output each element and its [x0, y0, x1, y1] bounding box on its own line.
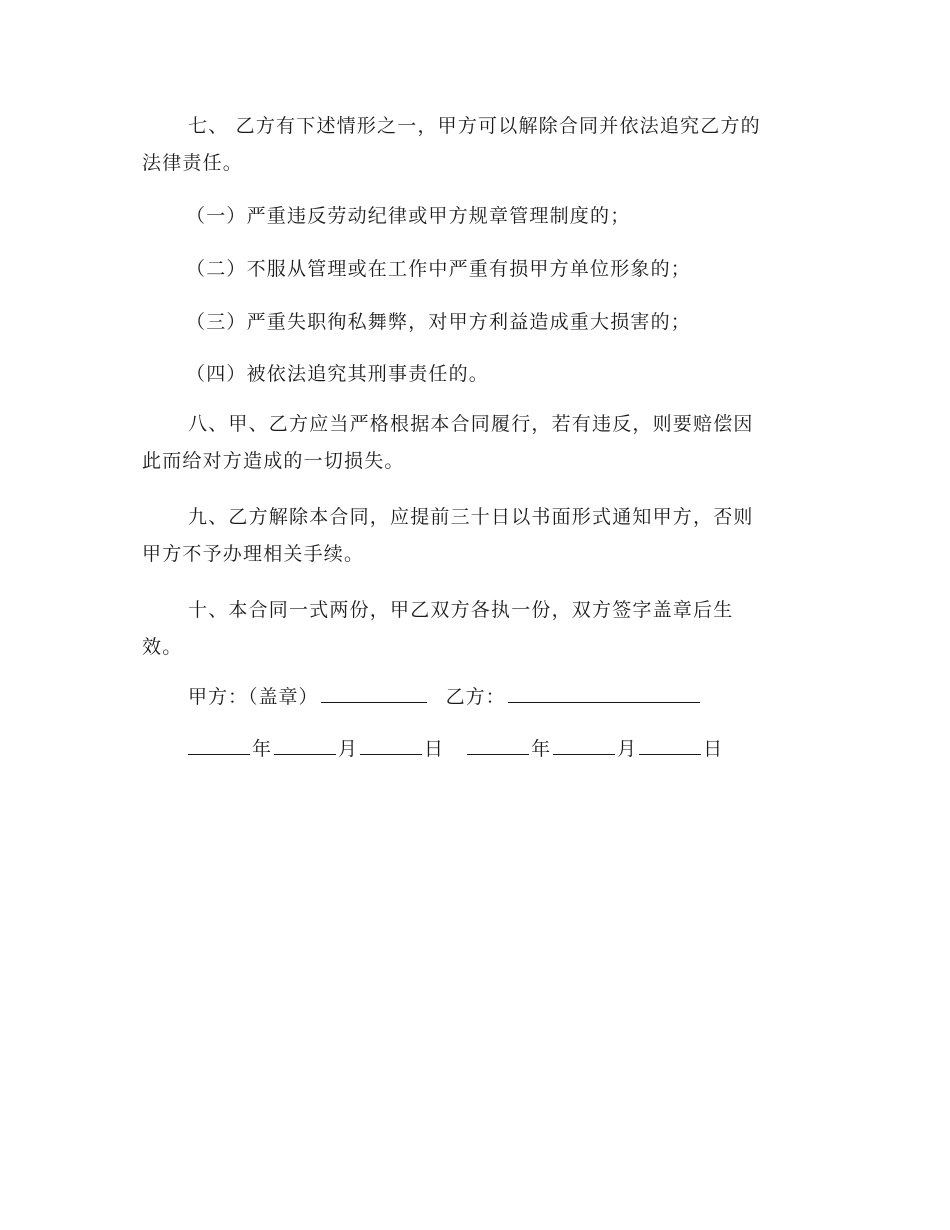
clause-8-line-1: 八、甲、乙方应当严格根据本合同履行，若有违反，则要赔偿因	[188, 413, 754, 435]
party-b-label: 乙方：	[445, 686, 506, 708]
clause-7-item-3: （三）严重失职徇私舞弊，对甲方利益造成重大损害的；	[186, 311, 692, 333]
clause-7-line-1: 七、 乙方有下述情形之一，甲方可以解除合同并依法追究乙方的	[188, 115, 761, 137]
clause-9	[142, 499, 822, 573]
clause-7	[142, 108, 822, 182]
party-b-month-blank	[553, 734, 615, 755]
clause-10-line-1: 十、本合同一式两份，甲乙双方各执一份，双方签字盖章后生	[188, 599, 734, 621]
clause-7-item-1: （一）严重违反劳动纪律或甲方规章管理制度的；	[186, 205, 631, 227]
clause-7-item-2: （二）不服从管理或在工作中严重有损甲方单位形象的；	[186, 258, 692, 280]
party-a-label: 甲方：（盖章）	[188, 686, 319, 708]
party-b-year-label: 年	[531, 738, 552, 760]
party-b-day-label: 日	[703, 738, 724, 760]
date-row	[186, 734, 723, 764]
clause-7-line-2: 法律责任。	[142, 152, 244, 174]
party-a-day-label: 日	[424, 738, 445, 760]
clause-10-line-2: 效。	[142, 636, 183, 658]
signature-row	[188, 682, 702, 712]
party-b-day-blank	[639, 734, 701, 755]
party-b-signature-blank	[508, 682, 700, 703]
party-a-month-blank	[274, 734, 336, 755]
party-a-year-label: 年	[252, 738, 273, 760]
clause-8	[142, 406, 822, 480]
party-a-year-blank	[188, 734, 250, 755]
party-a-day-blank	[360, 734, 422, 755]
party-b-year-blank	[467, 734, 529, 755]
party-a-month-label: 月	[338, 738, 359, 760]
clause-8-line-2: 此而给对方造成的一切损失。	[142, 450, 405, 472]
party-a-signature-blank	[321, 682, 427, 703]
clause-10	[142, 592, 822, 666]
clause-9-line-2: 甲方不予办理相关手续。	[142, 543, 365, 565]
party-b-month-label: 月	[617, 738, 638, 760]
clause-9-line-1: 九、乙方解除本合同，应提前三十日以书面形式通知甲方，否则	[188, 506, 754, 528]
clause-7-item-4: （四）被依法追究其刑事责任的。	[186, 363, 490, 385]
